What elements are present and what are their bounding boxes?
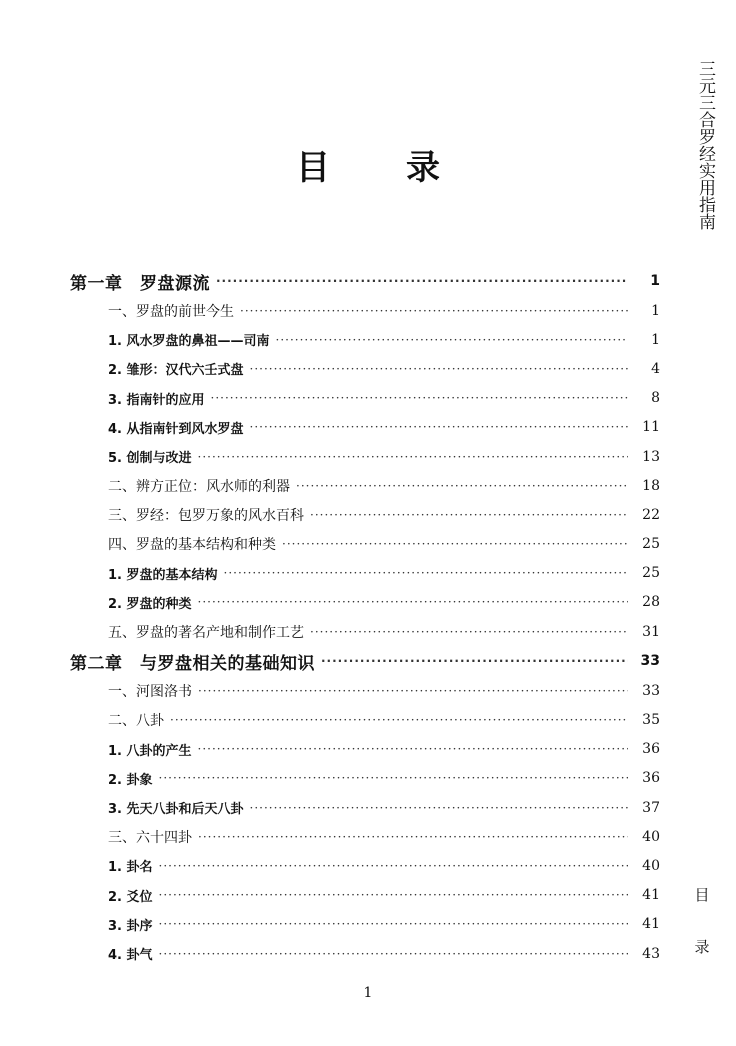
toc-entry-title: 3. 先天八卦和后天八卦	[108, 802, 244, 818]
toc-entry-page: 36	[642, 770, 660, 787]
dot-leader	[296, 478, 628, 494]
toc-entry-page: 13	[642, 448, 660, 465]
toc-entry-page: 36	[642, 741, 660, 758]
toc-entry-page: 1	[651, 302, 660, 319]
toc-entry-title: 三、六十四卦	[108, 829, 192, 846]
dot-leader	[250, 361, 628, 377]
dot-leader	[211, 390, 628, 406]
toc-item-row[interactable]	[70, 939, 660, 968]
toc-entry-title: 四、罗盘的基本结构和种类	[108, 537, 276, 554]
dot-leader	[159, 887, 628, 903]
toc-section-row[interactable]	[70, 296, 660, 325]
toc-entry-page: 33	[642, 682, 660, 699]
toc-entry-page: 31	[642, 623, 660, 640]
toc-section-row[interactable]	[70, 530, 660, 559]
toc-entry-title: 一、罗盘的前世今生	[108, 303, 234, 320]
toc-entry-title: 2. 罗盘的种类	[108, 596, 192, 612]
dot-leader	[310, 507, 628, 523]
toc-item-row[interactable]	[70, 588, 660, 617]
toc-item-row[interactable]	[70, 851, 660, 880]
toc-chapter-row[interactable]	[70, 266, 660, 296]
toc-entry-title: 二、辨方正位：风水师的利器	[108, 478, 290, 495]
dot-leader	[276, 332, 628, 348]
toc-section-row[interactable]	[70, 471, 660, 500]
toc-entry-title: 3. 指南针的应用	[108, 392, 205, 408]
toc-entry-title: 5. 创制与改进	[108, 451, 192, 467]
table-of-contents	[70, 266, 660, 968]
dot-leader	[170, 712, 628, 728]
page-number: 1	[363, 985, 373, 1001]
dot-leader	[159, 770, 628, 786]
toc-entry-title: 4. 卦气	[108, 948, 153, 964]
toc-entry-title: 二、八卦	[108, 713, 164, 730]
toc-entry-page: 1	[651, 331, 660, 348]
toc-item-row[interactable]	[70, 384, 660, 413]
dot-leader	[310, 624, 628, 640]
toc-entry-page: 41	[642, 887, 660, 904]
toc-entry-page: 40	[642, 828, 660, 845]
toc-entry-page: 33	[640, 653, 660, 670]
side-mark-lu: 录	[694, 938, 710, 956]
toc-item-row[interactable]	[70, 881, 660, 910]
toc-entry-page: 8	[651, 390, 660, 407]
dot-leader	[250, 419, 628, 435]
dot-leader	[159, 946, 628, 962]
toc-chapter-row[interactable]	[70, 646, 660, 676]
toc-item-row[interactable]	[70, 764, 660, 793]
page-title-char-2: 录	[406, 148, 440, 188]
toc-entry-title: 第一章 罗盘源流	[70, 273, 210, 294]
toc-entry-page: 25	[642, 565, 660, 582]
book-title-vertical: 三元三合罗经实用指南	[695, 60, 715, 230]
toc-entry-title: 2. 雏形：汉代六壬式盘	[108, 363, 244, 379]
toc-entry-title: 3. 卦序	[108, 918, 153, 934]
dot-leader	[198, 449, 628, 465]
dot-leader	[198, 683, 628, 699]
toc-section-row[interactable]	[70, 705, 660, 734]
toc-entry-title: 2. 爻位	[108, 889, 153, 905]
dot-leader	[159, 916, 628, 932]
toc-entry-title: 1. 卦名	[108, 860, 153, 876]
dot-leader	[198, 829, 628, 845]
toc-entry-page: 41	[642, 916, 660, 933]
toc-entry-title: 1. 风水罗盘的鼻祖——司南	[108, 334, 270, 350]
toc-entry-title: 一、河图洛书	[108, 683, 192, 700]
toc-entry-title: 三、罗经：包罗万象的风水百科	[108, 507, 304, 524]
dot-leader	[159, 858, 628, 874]
toc-entry-page: 28	[642, 594, 660, 611]
toc-item-row[interactable]	[70, 793, 660, 822]
toc-section-row[interactable]	[70, 617, 660, 646]
toc-item-row[interactable]	[70, 325, 660, 354]
toc-entry-page: 43	[642, 945, 660, 962]
toc-entry-page: 37	[642, 799, 660, 816]
toc-entry-title: 4. 从指南针到风水罗盘	[108, 421, 244, 437]
toc-entry-title: 1. 八卦的产生	[108, 743, 192, 759]
toc-item-row[interactable]	[70, 735, 660, 764]
toc-entry-page: 25	[642, 536, 660, 553]
toc-entry-page: 11	[642, 419, 660, 436]
page-title	[0, 140, 736, 189]
dot-leader	[216, 273, 628, 289]
side-mark-mu: 目	[694, 886, 710, 904]
toc-entry-page: 18	[642, 477, 660, 494]
toc-section-row[interactable]	[70, 822, 660, 851]
dot-leader	[321, 653, 628, 669]
dot-leader	[240, 303, 628, 319]
toc-entry-page: 1	[650, 273, 660, 289]
toc-entry-page: 35	[642, 712, 660, 729]
dot-leader	[250, 800, 628, 816]
page-title-char-1: 目	[296, 148, 330, 188]
toc-item-row[interactable]	[70, 354, 660, 383]
toc-section-row[interactable]	[70, 676, 660, 705]
toc-item-row[interactable]	[70, 413, 660, 442]
toc-item-row[interactable]	[70, 910, 660, 939]
toc-entry-title: 五、罗盘的著名产地和制作工艺	[108, 624, 304, 641]
toc-entry-title: 1. 罗盘的基本结构	[108, 567, 218, 583]
toc-entry-page: 40	[642, 857, 660, 874]
toc-entry-page: 4	[651, 360, 660, 377]
toc-entry-title: 第二章 与罗盘相关的基础知识	[70, 653, 315, 674]
toc-section-row[interactable]	[70, 500, 660, 529]
toc-entry-page: 22	[642, 506, 660, 523]
toc-entry-title: 2. 卦象	[108, 772, 153, 788]
toc-item-row[interactable]	[70, 559, 660, 588]
dot-leader	[198, 741, 628, 757]
dot-leader	[224, 565, 628, 581]
dot-leader	[198, 594, 628, 610]
toc-item-row[interactable]	[70, 442, 660, 471]
dot-leader	[282, 536, 628, 552]
